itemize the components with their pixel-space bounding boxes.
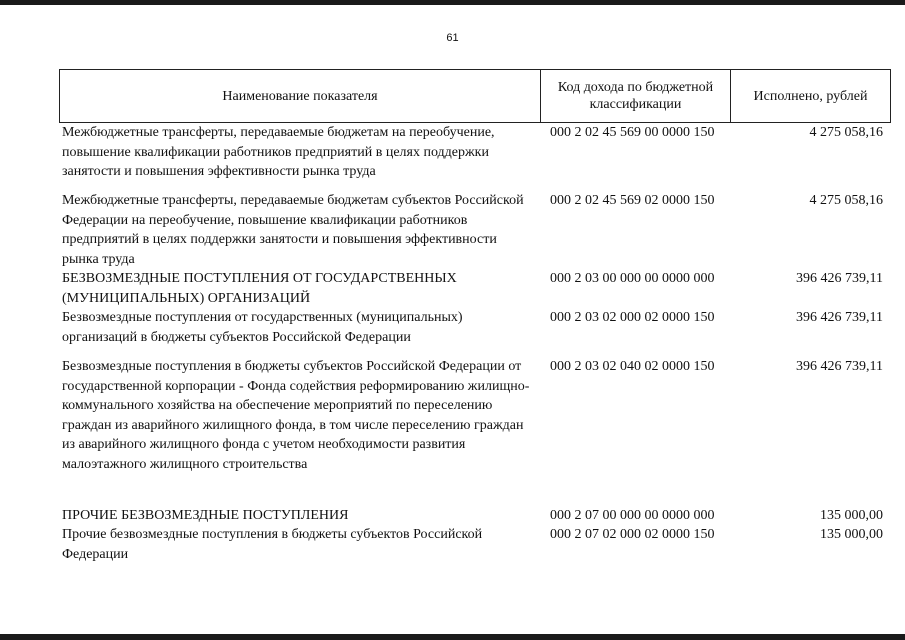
row-amount: 4 275 058,16 [809, 125, 883, 140]
row-code: 000 2 07 00 000 00 0000 000 [550, 508, 715, 523]
table-header [59, 69, 891, 123]
row-amount: 4 275 058,16 [809, 193, 883, 208]
header-executed: Исполнено, рублей [753, 88, 868, 104]
page-number: 61 [446, 32, 459, 44]
row-amount: 135 000,00 [820, 508, 883, 523]
bottom-border [0, 634, 905, 640]
row-code: 000 2 03 00 000 00 0000 000 [550, 271, 715, 286]
row-name: БЕЗВОЗМЕЗДНЫЕ ПОСТУПЛЕНИЯ ОТ ГОСУДАРСТВЕННЫХ (МУНИЦИПАЛЬНЫХ) ОРГАНИЗАЦИЙ [62, 271, 457, 306]
row-code: 000 2 02 45 569 02 0000 150 [550, 193, 715, 208]
header-code: Код дохода по бюджетной классификации [541, 70, 731, 122]
row-amount: 396 426 739,11 [796, 271, 883, 286]
row-name: Безвозмездные поступления от государственных (муниципальных) организаций в бюджеты субъектов Российской Федерации [62, 310, 463, 345]
row-name: Межбюджетные трансферты, передаваемые бюджетам субъектов Российской Федерации на переобучение, повышение квалификации работников предприятий в целях поддержки занятости и повышения эффективности рынка труда [62, 193, 524, 267]
row-name: ПРОЧИЕ БЕЗВОЗМЕЗДНЫЕ ПОСТУПЛЕНИЯ [62, 508, 349, 523]
row-amount: 396 426 739,11 [796, 310, 883, 325]
row-name: Безвозмездные поступления в бюджеты субъектов Российской Федерации от государственной корпорации - Фонда содействия реформированию жилищно-коммунального хозяйства на обеспечение мероприятий по переселению граждан из аварийного жилищного фонда, в том числе переселению граждан из аварийного жилищного фонда с учетом необходимости развития малоэтажного жилищного строительства [62, 359, 530, 472]
row-name: Прочие безвозмездные поступления в бюджеты субъектов Российской Федерации [62, 527, 483, 562]
row-code: 000 2 03 02 040 02 0000 150 [550, 359, 715, 374]
row-name: Межбюджетные трансферты, передаваемые бюджетам на переобучение, повышение квалификации работников предприятий в целях поддержки занятости и повышения эффективности рынка труда [62, 125, 495, 179]
top-border [0, 0, 905, 5]
row-amount: 135 000,00 [820, 527, 883, 542]
row-amount: 396 426 739,11 [796, 359, 883, 374]
row-code: 000 2 02 45 569 00 0000 150 [550, 125, 715, 140]
row-code: 000 2 03 02 000 02 0000 150 [550, 310, 715, 325]
header-name: Наименование показателя [60, 70, 541, 122]
row-code: 000 2 07 02 000 02 0000 150 [550, 527, 715, 542]
